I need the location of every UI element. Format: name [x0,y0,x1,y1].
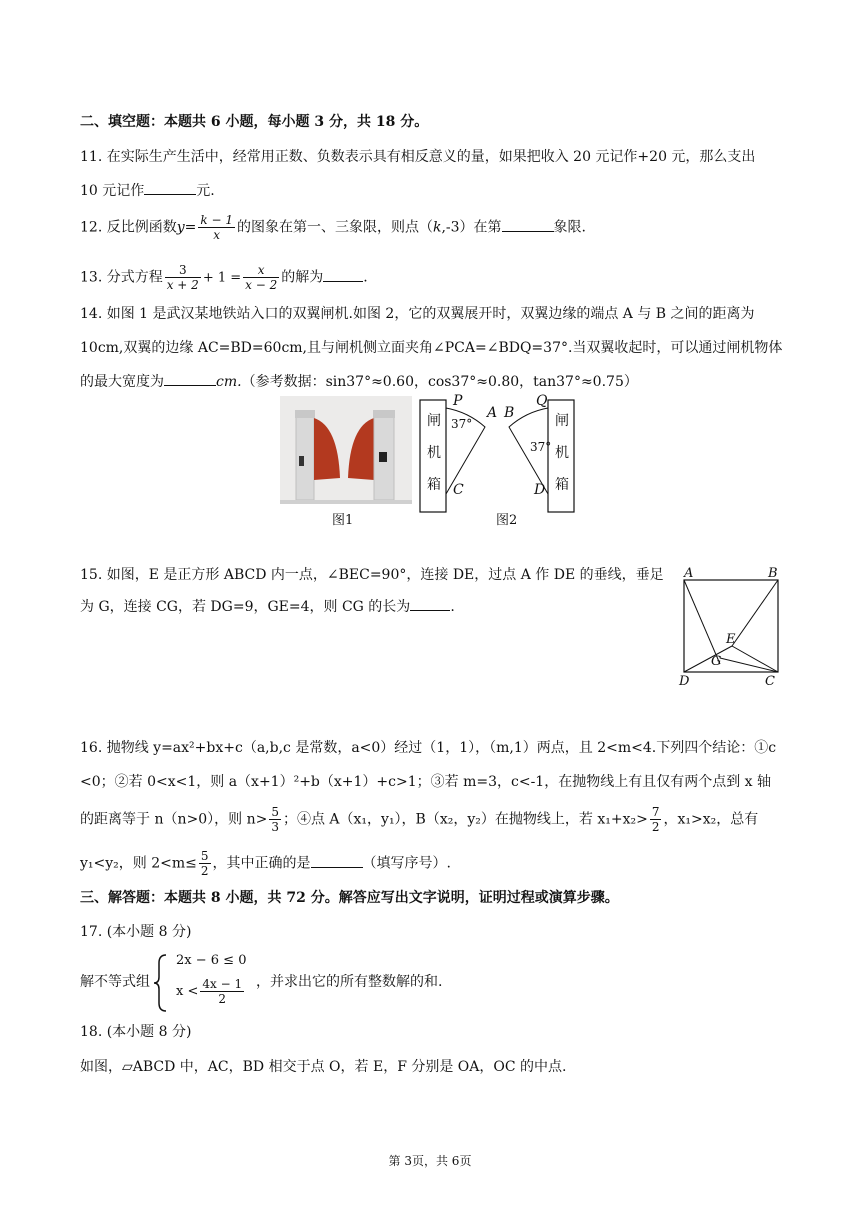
sq-label-E: E [726,632,736,647]
label-B: B [504,405,515,421]
q16-line2: <0；②若 0<x<1，则 a（x+1）²+b（x+1）+c>1；③若 m=3，c<-1，在抛物线上有且仅有两个点到 x 轴 [80,774,772,790]
q15-line2: 为 G，连接 CG，若 DG=9，GE=4，则 CG 的长为 . [80,599,455,615]
q11-line1: 11. 在实际生产生活中，经常用正数、负数表示具有相反意义的量，如果把收入 20 元记作+20 元，那么支出 [80,149,756,165]
answer-blank [311,855,363,868]
q18-body: 如图，▱ABCD 中，AC，BD 相交于点 O，若 E，F 分别是 OA，OC 的中点. [80,1059,567,1075]
q13-line: 13. 分式方程 $\frac{3}{x + 2}$ + 1 = $\frac{x}{x - 2}$ 的解为 . [80,263,368,292]
q14-line1: 14. 如图 1 是武汉某地铁站入口的双翼闸机.如图 2，它的双翼展开时，双翼边缘的端点 A 与 B 之间的距离为 [80,306,755,322]
q17-pre: 解不等式组 [80,974,150,990]
label-C: C [453,482,464,498]
label-D: D [534,482,546,498]
q17-title: 17. (本小题 8 分) [80,924,192,940]
q16-line3: 的距离等于 n（n>0），则 n> $\frac{5}{3}$ ；④点 A（x₁，y₁），B（x₂，y₂）在抛物线上，若 x₁+x₂> $\frac{7}{2}$ ，x₁>x₂，总有 [80,805,759,834]
label-A: A [487,405,498,421]
q16-line1: 16. 抛物线 y=ax²+bx+c（a,b,c 是常数，a<0）经过（1，1），（m,1）两点，且 2<m<4.下列四个结论：①c [80,740,777,756]
angle-label-left: 37° [451,417,473,431]
square-figure [676,564,792,692]
q14-line2: 10cm,双翼的边缘 AC=BD=60cm,且与闸机侧立面夹角∠PCA=∠BDQ=37°.当双翼收起时，可以通过闸机物体 [80,340,783,356]
answer-blank [410,598,450,611]
fig1-caption: 图1 [332,513,354,528]
section-heading: 二、填空题：本题共 6 小题，每小题 3 分，共 18 分。 [80,114,429,130]
inequality-2: x < $\frac{4x - 1}{2}$ [176,977,243,1006]
sq-label-C: C [765,674,775,689]
answer-blank [502,219,554,232]
section-heading-3: 三、解答题：本题共 8 小题，共 72 分。解答应写出文字说明，证明过程或演算步骤。 [80,890,619,906]
q11-line2: 10 元记作 元. [80,183,215,199]
q15-line1: 15. 如图，E 是正方形 ABCD 内一点，∠BEC=90°，连接 DE，过点 A 作 DE 的垂线，垂足 [80,567,664,583]
q12-line: 12. 反比例函数y= $\frac{k - 1}{x}$ 的图象在第一、三象限，则点（k,-3）在第 象限. [80,213,586,242]
q16-line4: y₁<y₂，则 2<m≤ $\frac{5}{2}$ ，其中正确的是 （填写序号）. [80,849,451,878]
sq-label-G: G [711,654,722,669]
q18-title: 18. (本小题 8 分) [80,1024,192,1040]
answer-blank [323,269,363,282]
label-Q: Q [536,393,548,409]
box-text-left: 闸 机 箱 [427,413,441,493]
inequality-1: 2x − 6 ≤ 0 [176,953,247,968]
brace-icon [153,953,169,1013]
angle-label-right: 37° [530,440,552,454]
box-text-right: 闸 机 箱 [555,413,569,493]
gate-photo [280,396,412,504]
q14-line3: 的最大宽度为 cm.（参考数据：sin37°≈0.60，cos37°≈0.80，tan37°≈0.75） [80,374,638,390]
q17-post: ，并求出它的所有整数解的和. [256,974,443,990]
page-footer: 第 3页，共 6页 [388,1154,472,1168]
sq-label-B: B [768,566,778,581]
answer-blank [164,373,216,386]
sq-label-D: D [679,674,690,689]
answer-blank [144,182,196,195]
fig2-caption: 图2 [496,513,518,528]
label-P: P [453,393,463,409]
sq-label-A: A [684,566,694,581]
